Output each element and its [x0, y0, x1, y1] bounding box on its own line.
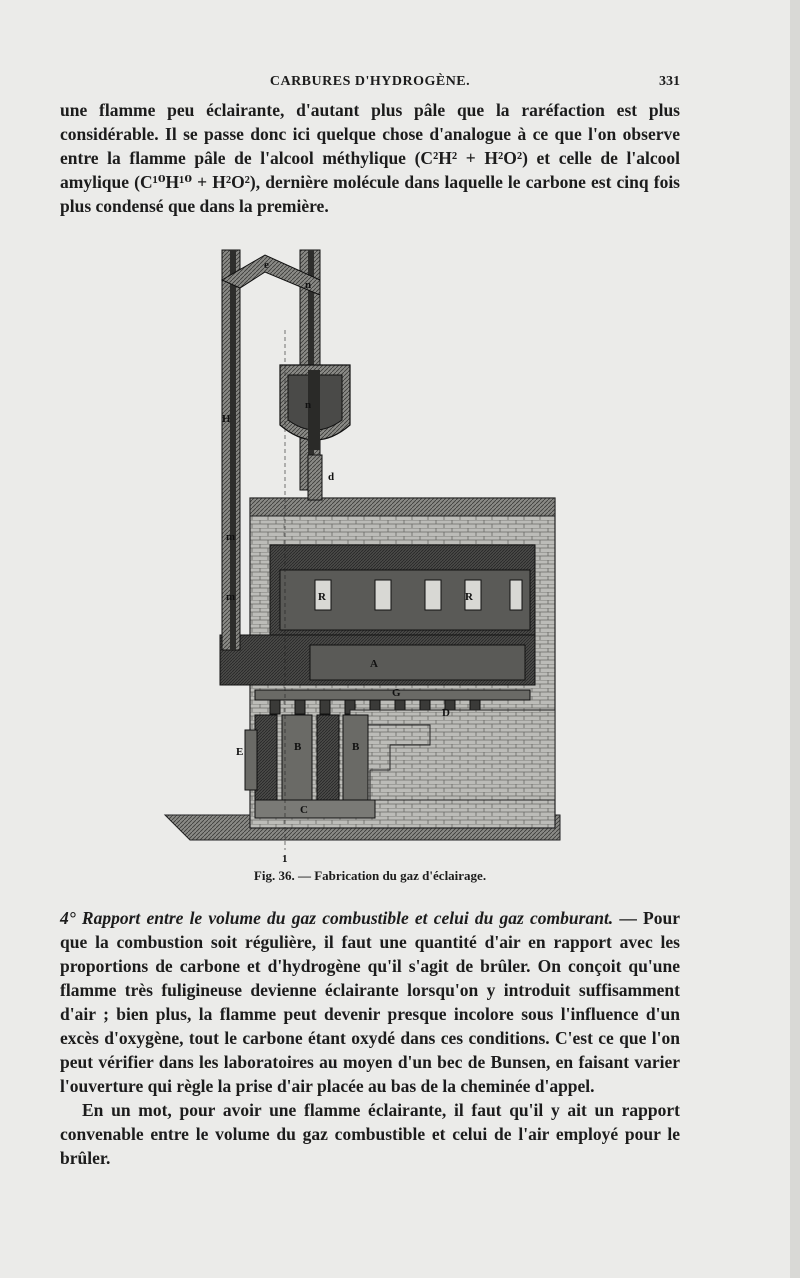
label-n-upper: n [305, 279, 312, 291]
label-1: 1 [282, 853, 288, 865]
running-head [60, 74, 680, 94]
label-G: G [392, 687, 401, 699]
section-heading: 4° Rapport entre le volume du gaz combustible et celui du gaz comburant. [60, 908, 614, 928]
label-A: A [370, 658, 378, 670]
label-E: E [236, 746, 244, 758]
label-m-upper: m [226, 531, 236, 543]
label-H: H [222, 413, 231, 425]
label-m-lower: m [226, 591, 236, 603]
label-D: D [442, 707, 450, 719]
page-number: 331 [659, 74, 680, 89]
paragraph-2-text [60, 906, 680, 1098]
page-edge [790, 0, 800, 1278]
label-n-lower: n [305, 399, 312, 411]
label-B-left: B [294, 741, 302, 753]
heading-dash: — [613, 908, 644, 928]
paragraph-1-text: une flamme peu éclairante, d'autant plus pâle que la raréfaction est plus considérable. Il se passe donc ici quelque chose d'analogue à ce que l'on observe entre la flamme pâle de l'alcool méthylique (C²H² + H²O²) et celle de l'alcool amylique (C¹⁰H¹⁰ + H²O²), dernière molécule dans laquelle le carbone est cinq fois plus condensé que dans la première. [60, 100, 680, 216]
label-R-right: R [465, 591, 473, 603]
paragraph-2 [60, 906, 680, 1170]
label-R-left: R [318, 591, 326, 603]
running-head-title: CARBURES D'HYDROGÈNE. [269, 74, 471, 89]
label-d: d [328, 471, 335, 483]
paragraph-1 [60, 98, 680, 218]
paragraph-3-text: En un mot, pour avoir une flamme éclairante, il faut qu'il y ait un rapport convenable entre le volume du gaz combustible et celui de l'air employé pour le brûler. [60, 1100, 680, 1168]
figure-caption: Fig. 36. — Fabrication du gaz d'éclairage. [253, 868, 487, 883]
label-e: e [264, 259, 269, 271]
paragraph-2-body: Pour que la combustion soit régulière, il faut une quantité d'air en rapport avec les proportions de carbone et d'hydrogène qu'il s'agit de brûler. On conçoit qu'une flamme très fuligineuse devienne éclairante lorsqu'on y introduit suffisamment d'air ; bien plus, la flamme peut devenir presque incolore sous l'influence d'un excès d'oxygène, tout le carbone étant oxydé dans ces conditions. C'est ce que l'on peut vérifier dans les laboratoires au moyen d'un bec de Bunsen, en faisant varier l'ouverture qui règle la prise d'air placée au bas de la cheminée d'appel. [60, 908, 680, 1096]
label-B-right: B [352, 741, 360, 753]
label-C: C [300, 804, 308, 816]
gas-retort-illustration [160, 240, 570, 865]
